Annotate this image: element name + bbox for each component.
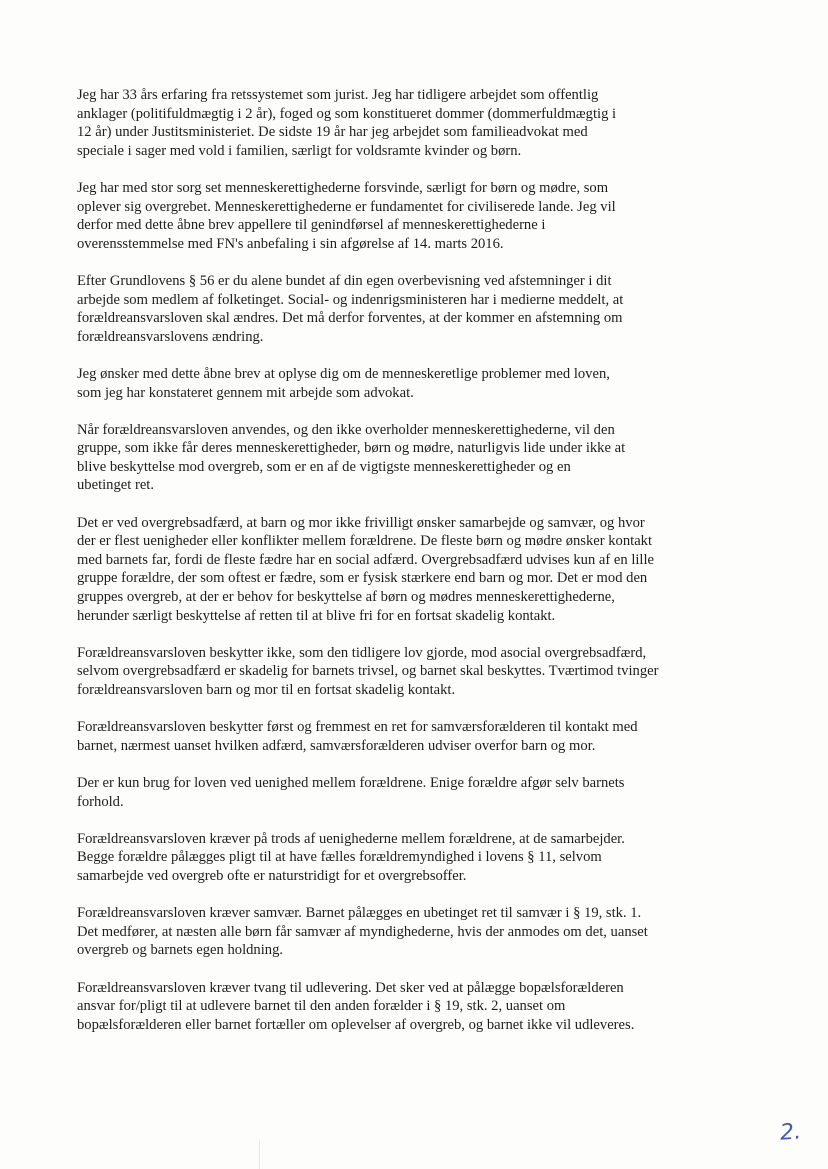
text-line: 12 år) under Justitsministeriet. De sidste 19 år har jeg arbejdet som familieadvokat med: [77, 124, 588, 141]
text-line: Begge forældre pålægges pligt til at have fælles forældremyndighed i lovens § 11, selvom: [77, 849, 602, 866]
text-line: ubetinget ret.: [77, 477, 154, 494]
text-line: oplever sig overgrebet. Menneskerettighederne er fundamentet for civiliserede lande. Jeg vil: [77, 198, 616, 215]
text-line: overgreb og barnets egen holdning.: [77, 942, 284, 959]
text-line: overensstemmelse med FN's anbefaling i sin afgørelse af 14. marts 2016.: [77, 235, 504, 252]
text-line: gruppes overgreb, at der er behov for beskyttelse af børn og mødres menneskerettighederne,: [77, 589, 615, 606]
text-line: Efter Grundlovens § 56 er du alene bundet af din egen overbevisning ved afstemninger i dit: [77, 272, 612, 289]
paragraph: [77, 774, 757, 811]
text-line: derfor med dette åbne brev appellere til genindførsel af menneskerettighederne i: [77, 217, 546, 234]
paragraph: [77, 365, 757, 402]
text-line: Jeg ønsker med dette åbne brev at oplyse dig om de menneskeretlige problemer med loven,: [77, 365, 610, 382]
text-line: arbejde som medlem af folketinget. Social- og indenrigsministeren har i medierne meddelt, at: [77, 291, 624, 308]
text-line: gruppe, som ikke får deres menneskerettigheder, børn og mødre, naturligvis lide under ikke at: [77, 440, 626, 457]
paragraph: [77, 644, 757, 700]
scan-artifact: [259, 1140, 260, 1169]
paragraph: [77, 421, 757, 495]
text-line: Jeg har 33 års erfaring fra retssystemet som jurist. Jeg har tidligere arbejdet som offentlig: [77, 87, 599, 103]
text-line: der er flest uenigheder eller konflikter mellem forældrene. De fleste børn og mødre ønsker kontakt: [77, 533, 653, 550]
text-line: forældreansvarslovens ændring.: [77, 328, 264, 345]
text-line: Det medfører, at næsten alle børn får samvær af myndighederne, hvis der anmodes om det, uanset: [77, 923, 648, 940]
text-line: herunder særligt beskyttelse af retten til at blive fri for en fortsat skadelig kontakt.: [77, 607, 556, 624]
text-line: som jeg har konstateret gennem mit arbejde som advokat.: [77, 384, 414, 401]
text-line: Det er ved overgrebsadfærd, at barn og mor ikke frivilligt ønsker samarbejde og samvær, og hvor: [77, 514, 645, 531]
text-line: med barnets far, fordi de fleste fædre har en social adfærd. Overgrebsadfærd udvises kun af en lille: [77, 551, 655, 568]
text-line: Der er kun brug for loven ved uenighed mellem forældrene. Enige forældre afgør selv barnets: [77, 774, 625, 791]
text-line: forhold.: [77, 793, 124, 810]
handwritten-page-number: 2.: [779, 1119, 802, 1146]
text-line: gruppe forældre, der som oftest er fædre, som er fysisk stærkere end barn og mor. Det er mod den: [77, 570, 648, 587]
text-line: bopælsforælderen eller barnet fortæller om oplevelser af overgreb, og barnet ikke vil udleveres.: [77, 1016, 635, 1033]
text-line: Forældreansvarsloven beskytter først og fremmest en ret for samværsforælderen til kontakt med: [77, 719, 638, 736]
text-line: Når forældreansvarsloven anvendes, og den ikke overholder menneskerettighederne, vil den: [77, 421, 615, 438]
paragraph: [77, 179, 757, 253]
paragraph: [77, 514, 757, 626]
text-line: Forældreansvarsloven kræver tvang til udlevering. Det sker ved at pålægge bopælsforælderen: [77, 979, 624, 996]
text-line: Forældreansvarsloven beskytter ikke, som den tidligere lov gjorde, mod asocial overgrebsadfærd,: [77, 644, 647, 661]
text-line: anklager (politifuldmægtig i 2 år), foged og som konstitueret dommer (dommerfuldmægtig i: [77, 105, 617, 122]
text-line: blive beskyttelse mod overgreb, som er en af de vigtigste menneskerettigheder og en: [77, 458, 571, 475]
text-line: selvom overgrebsadfærd er skadelig for barnets trivsel, og barnet skal beskyttes. Tværtimod tvinger: [77, 663, 659, 680]
text-line: forældreansvarsloven skal ændres. Det må derfor forventes, at der kommer en afstemning om: [77, 310, 623, 327]
paragraph: [77, 272, 757, 346]
paragraph: [77, 86, 757, 160]
paragraph: [77, 718, 757, 755]
text-line: Jeg har med stor sorg set menneskerettighederne forsvinde, særligt for børn og mødre, som: [77, 179, 609, 196]
paragraph: [77, 979, 757, 1035]
text-line: ansvar for/pligt til at udlevere barnet til den anden forælder i § 19, stk. 2, uanset om: [77, 998, 566, 1015]
text-line: forældreansvarsloven barn og mor til en fortsat skadelig kontakt.: [77, 682, 456, 698]
text-line: barnet, nærmest uanset hvilken adfærd, samværsforælderen udviser overfor barn og mor.: [77, 737, 596, 754]
paragraph: [77, 830, 757, 886]
paragraph: [77, 904, 757, 960]
letter-body: [77, 86, 757, 1053]
text-line: Forældreansvarsloven kræver på trods af uenighederne mellem forældrene, at de samarbejder.: [77, 830, 625, 847]
text-line: Forældreansvarsloven kræver samvær. Barnet pålægges en ubetinget ret til samvær i § 19, stk. 1.: [77, 905, 642, 922]
text-line: speciale i sager med vold i familien, særligt for voldsramte kvinder og børn.: [77, 142, 522, 159]
text-line: samarbejde ved overgreb ofte er naturstridigt for et overgrebsoffer.: [77, 867, 467, 884]
